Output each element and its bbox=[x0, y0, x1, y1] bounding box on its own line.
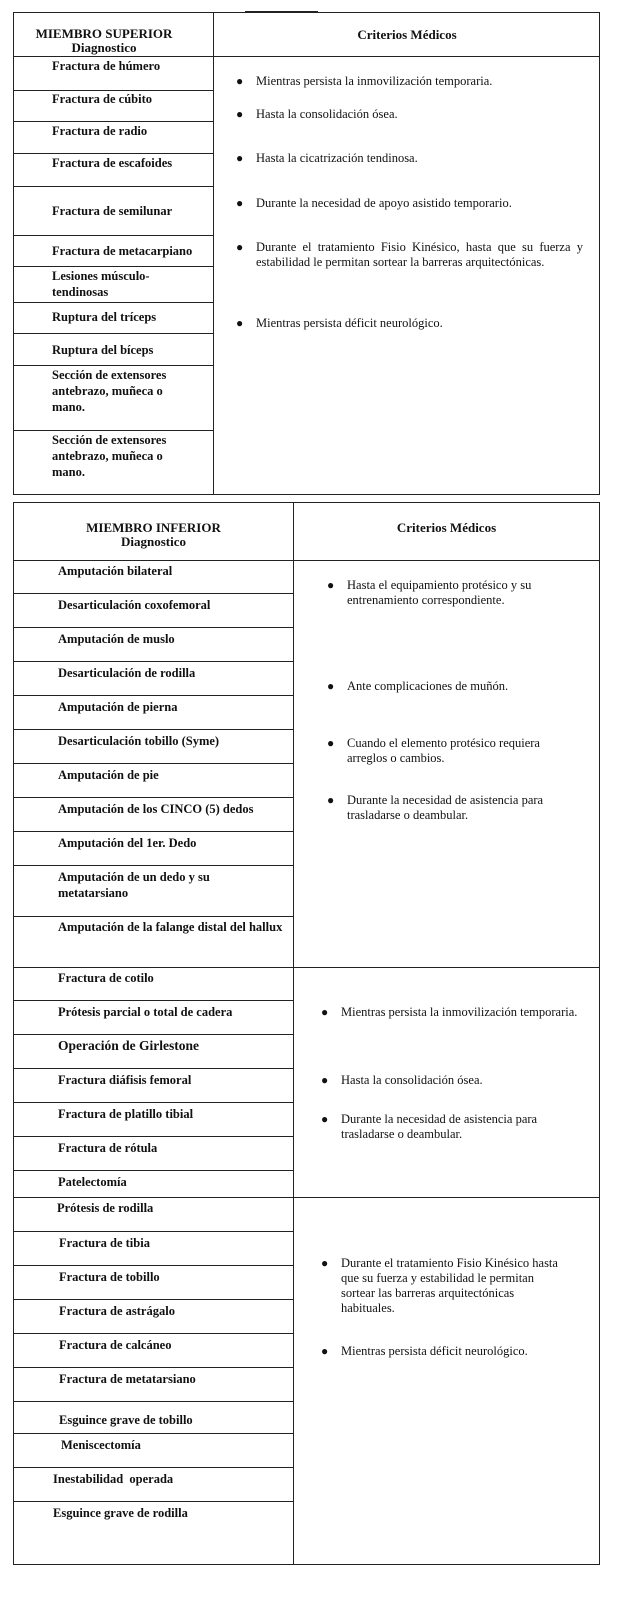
row-divider bbox=[13, 1333, 293, 1334]
row-divider bbox=[13, 266, 213, 267]
diagnosis-item: Fractura de escafoides bbox=[52, 156, 173, 170]
diagnosis-item: Prótesis de rodilla bbox=[57, 1201, 154, 1215]
row-divider bbox=[13, 302, 213, 303]
bullet-icon: ● bbox=[236, 74, 244, 88]
row-divider bbox=[13, 831, 293, 832]
group-divider bbox=[13, 1197, 600, 1198]
diagnosis-item: Amputación de muslo bbox=[58, 632, 175, 646]
row-divider bbox=[13, 1068, 293, 1069]
diagnosis-item: Inestabilidad operada bbox=[53, 1472, 174, 1486]
criteria-item: ● Durante el tratamiento Fisio Kinésico hasta que su fuerza y estabilidad le permitan sortear las barreras arquitectónicas habituales. bbox=[321, 1256, 558, 1315]
diagnosis-item: Amputación bilateral bbox=[58, 564, 173, 578]
criteria-item: ● Mientras persista déficit neurológico. bbox=[236, 316, 443, 330]
diagnosis-item: Fractura de tobillo bbox=[59, 1270, 160, 1284]
diagnosis-item: Fractura de metatarsiano bbox=[59, 1372, 196, 1386]
top-tab-line bbox=[245, 11, 318, 12]
superior-header-criteria: Criterios Médicos bbox=[357, 27, 457, 42]
diagnosis-item: Amputación de pierna bbox=[58, 700, 178, 714]
bullet-icon: ● bbox=[236, 240, 244, 254]
diagnosis-item: Fractura de semilunar bbox=[52, 204, 173, 218]
inferior-header-diagnosis: MIEMBRO INFERIOR Diagnostico bbox=[86, 520, 221, 549]
diagnosis-item: Esguince grave de tobillo bbox=[59, 1413, 193, 1427]
diagnosis-item: Desarticulación coxofemoral bbox=[58, 598, 211, 612]
bullet-icon: ● bbox=[321, 1344, 329, 1358]
row-divider bbox=[13, 916, 293, 917]
diagnosis-item: Patelectomía bbox=[58, 1175, 127, 1189]
diagnosis-item: Desarticulación de rodilla bbox=[58, 666, 196, 680]
diagnosis-item: Desarticulación tobillo (Syme) bbox=[58, 734, 220, 748]
diagnosis-item: Fractura de metacarpiano bbox=[52, 244, 193, 258]
diagnosis-item: Sección de extensores antebrazo, muñeca o mano. bbox=[52, 433, 167, 479]
diagnosis-item: Fractura de tibia bbox=[59, 1236, 150, 1250]
diagnosis-item: Ruptura del bíceps bbox=[52, 343, 154, 357]
inferior-column-divider bbox=[293, 502, 294, 1565]
bullet-icon: ● bbox=[327, 578, 335, 592]
row-divider bbox=[13, 1265, 293, 1266]
row-divider bbox=[13, 729, 293, 730]
row-divider bbox=[13, 1102, 293, 1103]
superior-header-diagnosis: MIEMBRO SUPERIOR Diagnostico bbox=[35, 26, 173, 55]
diagnosis-item: Lesiones músculo-tendinosas bbox=[52, 269, 150, 299]
row-divider bbox=[13, 186, 213, 187]
row-divider bbox=[13, 865, 293, 866]
bullet-icon: ● bbox=[327, 736, 335, 750]
bullet-icon: ● bbox=[236, 151, 244, 165]
row-divider bbox=[13, 333, 213, 334]
bullet-icon: ● bbox=[327, 793, 335, 807]
row-divider bbox=[13, 1501, 293, 1502]
row-divider bbox=[13, 235, 213, 236]
diagnosis-item: Meniscectomía bbox=[61, 1438, 141, 1452]
diagnosis-item: Sección de extensores antebrazo, muñeca o mano. bbox=[52, 368, 167, 414]
bullet-icon: ● bbox=[321, 1112, 329, 1126]
diagnosis-item: Amputación de un dedo y su metatarsiano bbox=[58, 870, 210, 900]
row-divider bbox=[13, 1299, 293, 1300]
row-divider bbox=[13, 695, 293, 696]
row-divider bbox=[13, 627, 293, 628]
superior-header-divider bbox=[13, 56, 600, 57]
diagnosis-item: Amputación de la falange distal del hallux bbox=[58, 920, 283, 934]
bullet-icon: ● bbox=[321, 1073, 329, 1087]
row-divider bbox=[13, 153, 213, 154]
criteria-item: ● Cuando el elemento protésico requiera arreglos o cambios. bbox=[327, 736, 540, 765]
diagnosis-item: Fractura de húmero bbox=[52, 59, 161, 73]
inferior-header-criteria: Criterios Médicos bbox=[396, 520, 497, 535]
bullet-icon: ● bbox=[236, 107, 244, 121]
row-divider bbox=[13, 593, 293, 594]
diagnosis-item: Amputación de pie bbox=[58, 768, 159, 782]
diagnosis-item: Fractura de radio bbox=[52, 124, 148, 138]
criteria-item: ● Ante complicaciones de muñón. bbox=[327, 679, 509, 693]
row-divider bbox=[13, 1467, 293, 1468]
criteria-item: ● Hasta el equipamiento protésico y su entrenamiento correspondiente. bbox=[327, 578, 532, 607]
diagnosis-item: Fractura diáfisis femoral bbox=[58, 1073, 192, 1087]
diagnosis-item: Operación de Girlestone bbox=[58, 1038, 199, 1053]
row-divider bbox=[13, 1433, 293, 1434]
diagnosis-item: Prótesis parcial o total de cadera bbox=[58, 1005, 233, 1019]
superior-column-divider bbox=[213, 12, 214, 495]
row-divider bbox=[13, 661, 293, 662]
bullet-icon: ● bbox=[321, 1256, 329, 1270]
inferior-header-divider bbox=[13, 560, 600, 561]
diagnosis-item: Fractura de rótula bbox=[58, 1141, 158, 1155]
diagnosis-item: Fractura de astrágalo bbox=[59, 1304, 175, 1318]
row-divider bbox=[13, 1170, 293, 1171]
row-divider bbox=[13, 121, 213, 122]
criteria-item: ● Durante el tratamiento Fisio Kinésico, hasta que su fuerza y estabilidad le permitan sortear la barreras arquitectónicas. bbox=[236, 240, 583, 269]
criteria-item: ● Durante la necesidad de asistencia para trasladarse o deambular. bbox=[321, 1112, 538, 1141]
diagnosis-item: Fractura de calcáneo bbox=[59, 1338, 172, 1352]
diagnosis-item: Fractura de cúbito bbox=[52, 92, 152, 106]
criteria-item: ● Mientras persista déficit neurológico. bbox=[321, 1344, 528, 1358]
row-divider bbox=[13, 1136, 293, 1137]
diagnosis-item: Ruptura del tríceps bbox=[52, 310, 157, 324]
bullet-icon: ● bbox=[236, 196, 244, 210]
row-divider bbox=[13, 1231, 293, 1232]
row-divider bbox=[13, 1000, 293, 1001]
group-divider bbox=[13, 967, 600, 968]
row-divider bbox=[13, 797, 293, 798]
criteria-item: ● Mientras persista la inmovilización temporaria. bbox=[236, 74, 493, 88]
criteria-item: ● Hasta la consolidación ósea. bbox=[236, 107, 398, 121]
row-divider bbox=[13, 430, 213, 431]
diagnosis-item: Esguince grave de rodilla bbox=[53, 1506, 188, 1520]
criteria-item: ● Mientras persista la inmovilización temporaria. bbox=[321, 1005, 578, 1019]
diagnosis-item: Fractura de cotilo bbox=[58, 971, 154, 985]
criteria-item: ● Hasta la consolidación ósea. bbox=[321, 1073, 483, 1087]
diagnosis-item: Fractura de platillo tibial bbox=[58, 1107, 194, 1121]
row-divider bbox=[13, 1034, 293, 1035]
row-divider bbox=[13, 763, 293, 764]
row-divider bbox=[13, 1367, 293, 1368]
bullet-icon: ● bbox=[327, 679, 335, 693]
diagnosis-item: Amputación de los CINCO (5) dedos bbox=[58, 802, 254, 816]
criteria-item: ● Durante la necesidad de apoyo asistido temporario. bbox=[236, 196, 512, 210]
row-divider bbox=[13, 365, 213, 366]
criteria-item: ● Hasta la cicatrización tendinosa. bbox=[236, 151, 418, 165]
bullet-icon: ● bbox=[321, 1005, 329, 1019]
bullet-icon: ● bbox=[236, 316, 244, 330]
criteria-item: ● Durante la necesidad de asistencia para trasladarse o deambular. bbox=[327, 793, 544, 822]
diagnosis-item: Amputación del 1er. Dedo bbox=[58, 836, 197, 850]
row-divider bbox=[13, 1401, 293, 1402]
